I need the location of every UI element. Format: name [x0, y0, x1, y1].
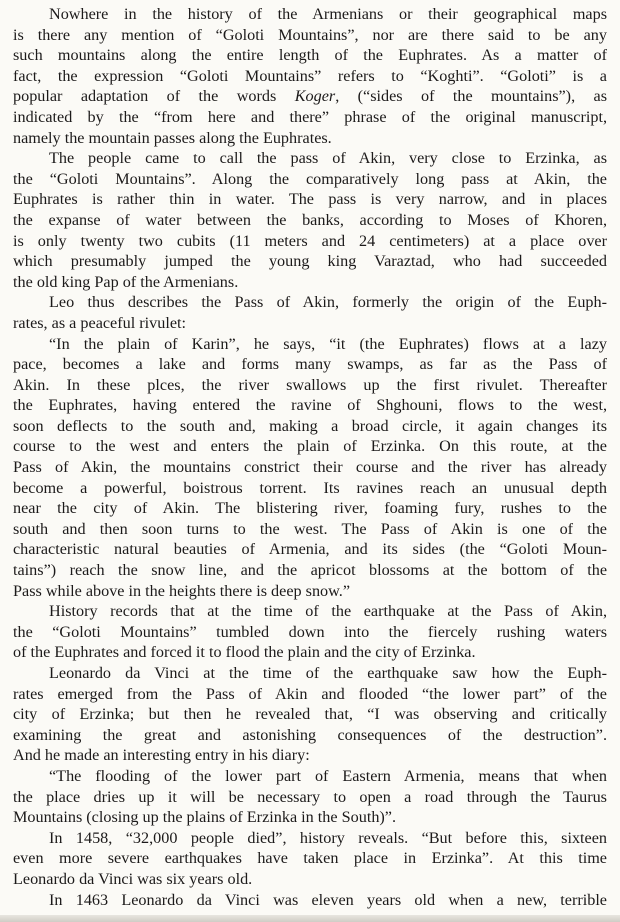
- text-line: Leonardo da Vinci at the time of the earthquake saw how the Euph-: [49, 664, 607, 682]
- text-line: Leo thus describes the Pass of Akin, formerly the origin of the Euph-: [49, 293, 607, 312]
- text-line: is only twenty two cubits (11 meters and 24 centimeters) at a place over: [13, 231, 607, 250]
- text-line: the expanse of water between the banks, according to Moses of Khoren,: [13, 210, 607, 229]
- text-line: Euphrates is rather thin in water. The pass is very narrow, and in places: [13, 190, 607, 209]
- page-bottom-edge: [0, 915, 620, 922]
- text-line: which presumably jumped the young king Varaztad, who had succeeded: [13, 252, 607, 271]
- text-line: such mountains along the entire length of the Euphrates. As a matter of: [13, 46, 607, 65]
- text-line: Pass while above in the heights there is deep snow.”: [13, 581, 351, 600]
- text-line: namely the mountain passes along the Euphrates.: [13, 128, 332, 147]
- text-line: pace, becomes a lake and forms many swamps, as far as the Pass of: [13, 355, 607, 374]
- text-line: tains”) reach the snow line, and the apricot blossoms at the bottom of the: [13, 561, 607, 580]
- text-line: the place dries up it will be necessary to open a road through the Taurus: [13, 787, 607, 806]
- text-line: the “Goloti Mountains”. Along the comparatively long pass at Akin, the: [13, 169, 607, 188]
- text-line: is there any mention of “Goloti Mountains”, nor are there said to be any: [13, 25, 607, 44]
- text-line: near the city of Akin. The blistering river, foaming fury, rushes to the: [13, 499, 607, 518]
- text-line: The people came to call the pass of Akin, very close to Erzinka, as: [49, 149, 607, 168]
- text-line: “The flooding of the lower part of Eastern Armenia, means that when: [49, 766, 607, 785]
- text-line: “In the plain of Karin”, he says, “it (the Euphrates) flows at a lazy: [49, 334, 607, 353]
- text-line: Akin. In these plces, the river swallows up the first rivulet. Thereafter: [13, 375, 607, 394]
- text-line: Mountains (closing up the plains of Erzinka in the South)”.: [13, 808, 397, 827]
- text-line: the old king Pap of the Armenians.: [13, 272, 239, 291]
- text-segment: popular adaptation of the words: [13, 87, 295, 106]
- text-line: Nowhere in the history of the Armenians or their geographical maps: [49, 5, 607, 23]
- text-line: the “Goloti Mountains” tumbled down into the fiercely rushing waters: [13, 622, 607, 641]
- text-line: even more severe earthquakes have taken place in Erzinka”. At this time: [13, 849, 607, 868]
- text-line: fact, the expression “Goloti Mountains” refers to “Koghti”. “Goloti” is a: [13, 66, 607, 85]
- text-line: History records that at the time of the earthquake at the Pass of Akin,: [49, 602, 607, 621]
- text-line: And he made an interesting entry in his diary:: [13, 746, 310, 765]
- text-line: [13, 86, 607, 107]
- text-line: rates emerged from the Pass of Akin and flooded “the lower part” of the: [13, 684, 607, 703]
- italic-term: Koger: [294, 87, 336, 106]
- text-line: indicated by the “from here and there” phrase of the original manuscript,: [13, 107, 607, 126]
- text-line: characteristic natural beauties of Armenia, and its sides (the “Goloti Moun-: [13, 540, 607, 559]
- text-line: city of Erzinka; but then he revealed that, “I was observing and critically: [13, 705, 607, 724]
- text-line: of the Euphrates and forced it to flood the plain and the city of Erzinka.: [13, 643, 476, 662]
- text-line: the Euphrates, having entered the ravine of Shghouni, flows to the west,: [13, 396, 607, 415]
- text-line: soon deflects to the south and, making a broad circle, it again changes its: [13, 416, 607, 435]
- text-line: south and then soon turns to the west. The Pass of Akin is one of the: [13, 519, 607, 538]
- text-line: become a powerful, boistrous torrent. Its ravines reach an unusual depth: [13, 478, 607, 497]
- text-line: Leonardo da Vinci was six years old.: [13, 869, 253, 888]
- text-line: rates, as a peaceful rivulet:: [13, 313, 187, 332]
- text-line: In 1458, “32,000 people died”, history reveals. “But before this, sixteen: [49, 828, 607, 847]
- text-segment: , (“sides of the mountains”), as: [335, 87, 607, 106]
- text-line: examining the great and astonishing consequences of the destruction”.: [13, 725, 607, 744]
- text-line: course to the west and enters the plain of Erzinka. On this route, at the: [13, 437, 607, 456]
- text-line: In 1463 Leonardo da Vinci was eleven years old when a new, terrible: [49, 890, 607, 909]
- text-line: Pass of Akin, the mountains constrict their course and the river has already: [13, 458, 607, 477]
- body-text: [13, 4, 607, 910]
